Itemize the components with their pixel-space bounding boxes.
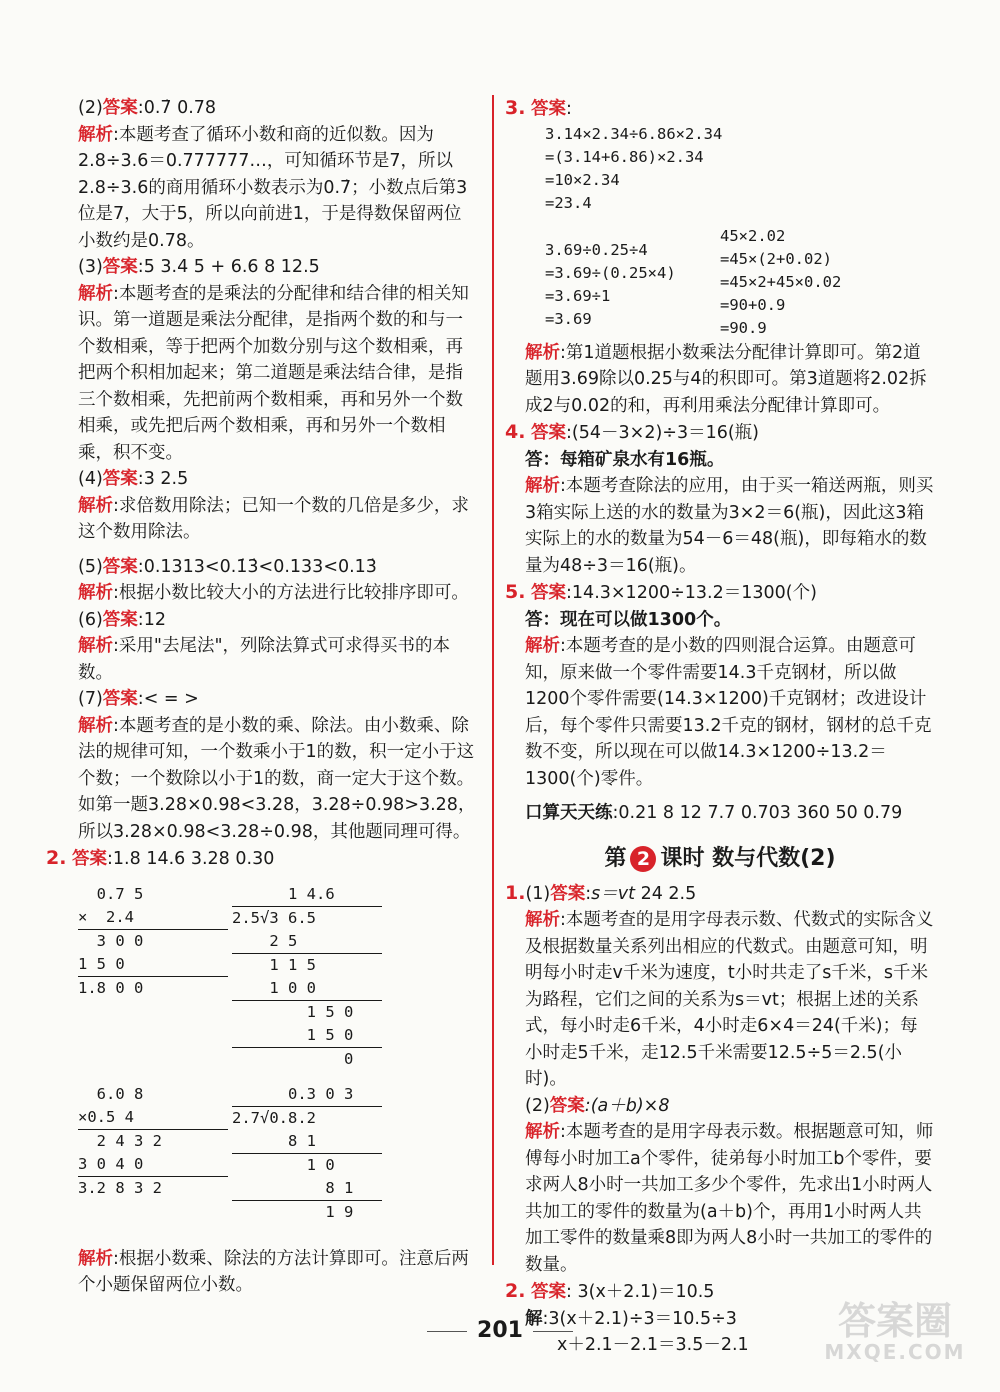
explanation: 解析:本题考查的是小数的四则混合运算。由题意可知，原来做一个零件需要14.3千克钢材，所以做1200个零件需要(14.3×1200)千克钢材；改进设计后，每个零件只需要13.2千克的钢材，钢材的总千克数不变，所以现在可以做14.3×1200÷13.2＝1300(个)零件。	[525, 636, 932, 789]
answer-line: (2)答案:(a＋b)×8	[525, 1095, 670, 1116]
explanation: 解析:采用"去尾法"，列除法算式可求得买书的本数。	[78, 636, 450, 683]
reply-line: 答：每箱矿泉水有16瓶。	[525, 449, 725, 470]
watermark-logo: 答案圈 MXQE.COM	[824, 1299, 966, 1364]
explanation: 解析:本题考查的是乘法的分配律和结合律的相关知识。第一道题是乘法分配律，是指两个数的和与一个数相乘，等于把两个加数分别与这个数相乘，再把两个积相加起来；第二道题是乘法结合律，是指三个数相乘，先把前两个数相乘，再和另外一个数相乘，或先把后两个数相乘，再和另外一个数相乘，积不变。	[78, 283, 469, 463]
explanation: 解析:本题考查的是小数的乘、除法。由小数乘、除法的规律可知，一个数乘小于1的数，积一定小于这个数；一个数除以小于1的数，商一定大于这个数。如第一题3.28×0.98<3.28，3.28÷0.98>3.28，所以3.28×0.98<3.28÷0.98，其他题同理可得。	[78, 715, 476, 842]
solution-line: x＋2.1－2.1＝3.5－2.1	[557, 1335, 749, 1355]
explanation: 解析:求倍数用除法；已知一个数的几倍是多少，求这个数用除法。	[78, 495, 469, 542]
explanation: 解析:本题考查的是用字母表示数、代数式的实际含义及根据数量关系列出相应的代数式。由题意可知，明明每小时走v千米为速度，t小时共走了s千米，s千米为路程，它们之间的关系为s＝vt；根据上述的关系式，每小时走6千米，4小时走6×4＝24(千米)；每小时走5千米，走12.5千米需要12.5÷5＝2.5(小时)。	[525, 910, 934, 1089]
lesson-title: 第 2 课时 数与代数(2)	[604, 845, 836, 871]
column-divider	[492, 95, 494, 1265]
explanation: 解析:本题考查了循环小数和商的近似数。因为2.8÷3.6＝0.777777…，可知循环节是7，所以2.8÷3.6的商用循环小数表示为0.7̇；小数点后第3位是7，大于5，所以向前进1，于是得数保留两位小数约是0.78。	[78, 124, 468, 251]
calc-step-block: 3.14×2.34÷6.86×2.34 =(3.14+6.86)×2.34 =10×2.34 =23.4	[545, 124, 723, 212]
solution-line: 解:3(x＋2.1)÷3＝10.5÷3	[525, 1308, 737, 1329]
calc-multiply-1: 0.7 5 × 2.4 3 0 0 1 5 0 1.8 0 0	[78, 883, 228, 1071]
calc-step-block: 3.69÷0.25÷4 =3.69÷(0.25×4) =3.69÷1 =3.69	[545, 240, 676, 328]
answer-line: (2)答案:0.7̇ 0.78	[78, 98, 217, 118]
vertical-calculations	[78, 883, 478, 1224]
answer-line: 2. 答案:1.8 14.6 3.28 0.30	[46, 847, 275, 869]
explanation: 解析:第1道题根据小数乘法分配律计算即可。第2道题用3.69除以0.25与4的积即可。第3道题将2.02拆成2与0.02的和，再利用乘法分配律计算即可。	[525, 342, 927, 416]
answer-line: (3)答案:5 3.4 5 + 6.6 8 12.5	[78, 257, 320, 277]
answer-line: (4)答案:3 2.5	[78, 469, 189, 489]
answer-line: 3. 答案:	[505, 97, 572, 119]
answer-line: (6)答案:12	[78, 609, 166, 630]
explanation: 解析:本题考查的是用字母表示数。根据题意可知，师傅每小时加工a个零件，徒弟每小时加工b个零件，要求两人8小时一共加工多少个零件，先求出1小时两人共加工的零件的数量为(a＋b)个，再用1小时两人共加工零件的数量乘8即为两人8小时一共加工的零件的数量。	[525, 1122, 934, 1275]
answer-line: 1.(1)答案:s＝vt 24 2.5	[505, 881, 697, 904]
oral-practice-line: 口算天天练:0.21 8 12 7.7 0.703 360 50 0.79	[525, 803, 903, 823]
calc-multiply-2: 6.0 8 ×0.5 4 2 4 3 2 3 0 4 0 3.2 8 3 2	[78, 1083, 228, 1224]
right-column	[505, 95, 935, 1359]
explanation: 解析:根据小数乘、除法的方法计算即可。注意后两个小题保留两位小数。	[78, 1248, 469, 1295]
answer-line: 4. 答案:(54－3×2)÷3＝16(瓶)	[505, 421, 760, 443]
answer-line: 5. 答案:14.3×1200÷13.2＝1300(个)	[505, 581, 817, 603]
calc-step-block: 45×2.02 =45×(2+0.02) =45×2+45×0.02 =90+0.9 =90.9	[720, 226, 842, 337]
calc-divide-2: 0.3 0 3 2.7√0.8.2 8 1 1 0 8 1 1 9	[232, 1083, 382, 1224]
answer-line: 2. 答案: 3(x＋2.1)＝10.5	[505, 1280, 715, 1302]
page-number: 201	[0, 1318, 1000, 1343]
explanation: 解析:本题考查除法的应用，由于买一箱送两瓶，则买3箱实际上送的水的数量为3×2＝6(瓶)，因此这3箱实际上的水的数量为54－6＝48(瓶)，即每箱水的数量为48÷3＝16(瓶)。	[525, 476, 934, 576]
calc-pair	[505, 225, 935, 340]
reply-line: 答：现在可以做1300个。	[525, 609, 732, 630]
explanation: 解析:根据小数比较大小的方法进行比较排序即可。	[78, 583, 469, 603]
left-column	[46, 95, 478, 1299]
calc-divide-1: 1 4.6 2.5√3 6.5 2 5 1 1 5 1 0 0 1 5 0 1 5 0 0	[232, 883, 382, 1071]
answer-line: (7)答案:< = >	[78, 689, 199, 709]
answer-line: (5)答案:0.1313<0.1̇3̇<0.133<0.13̇	[78, 556, 377, 577]
lesson-number-badge: 2	[630, 846, 656, 872]
